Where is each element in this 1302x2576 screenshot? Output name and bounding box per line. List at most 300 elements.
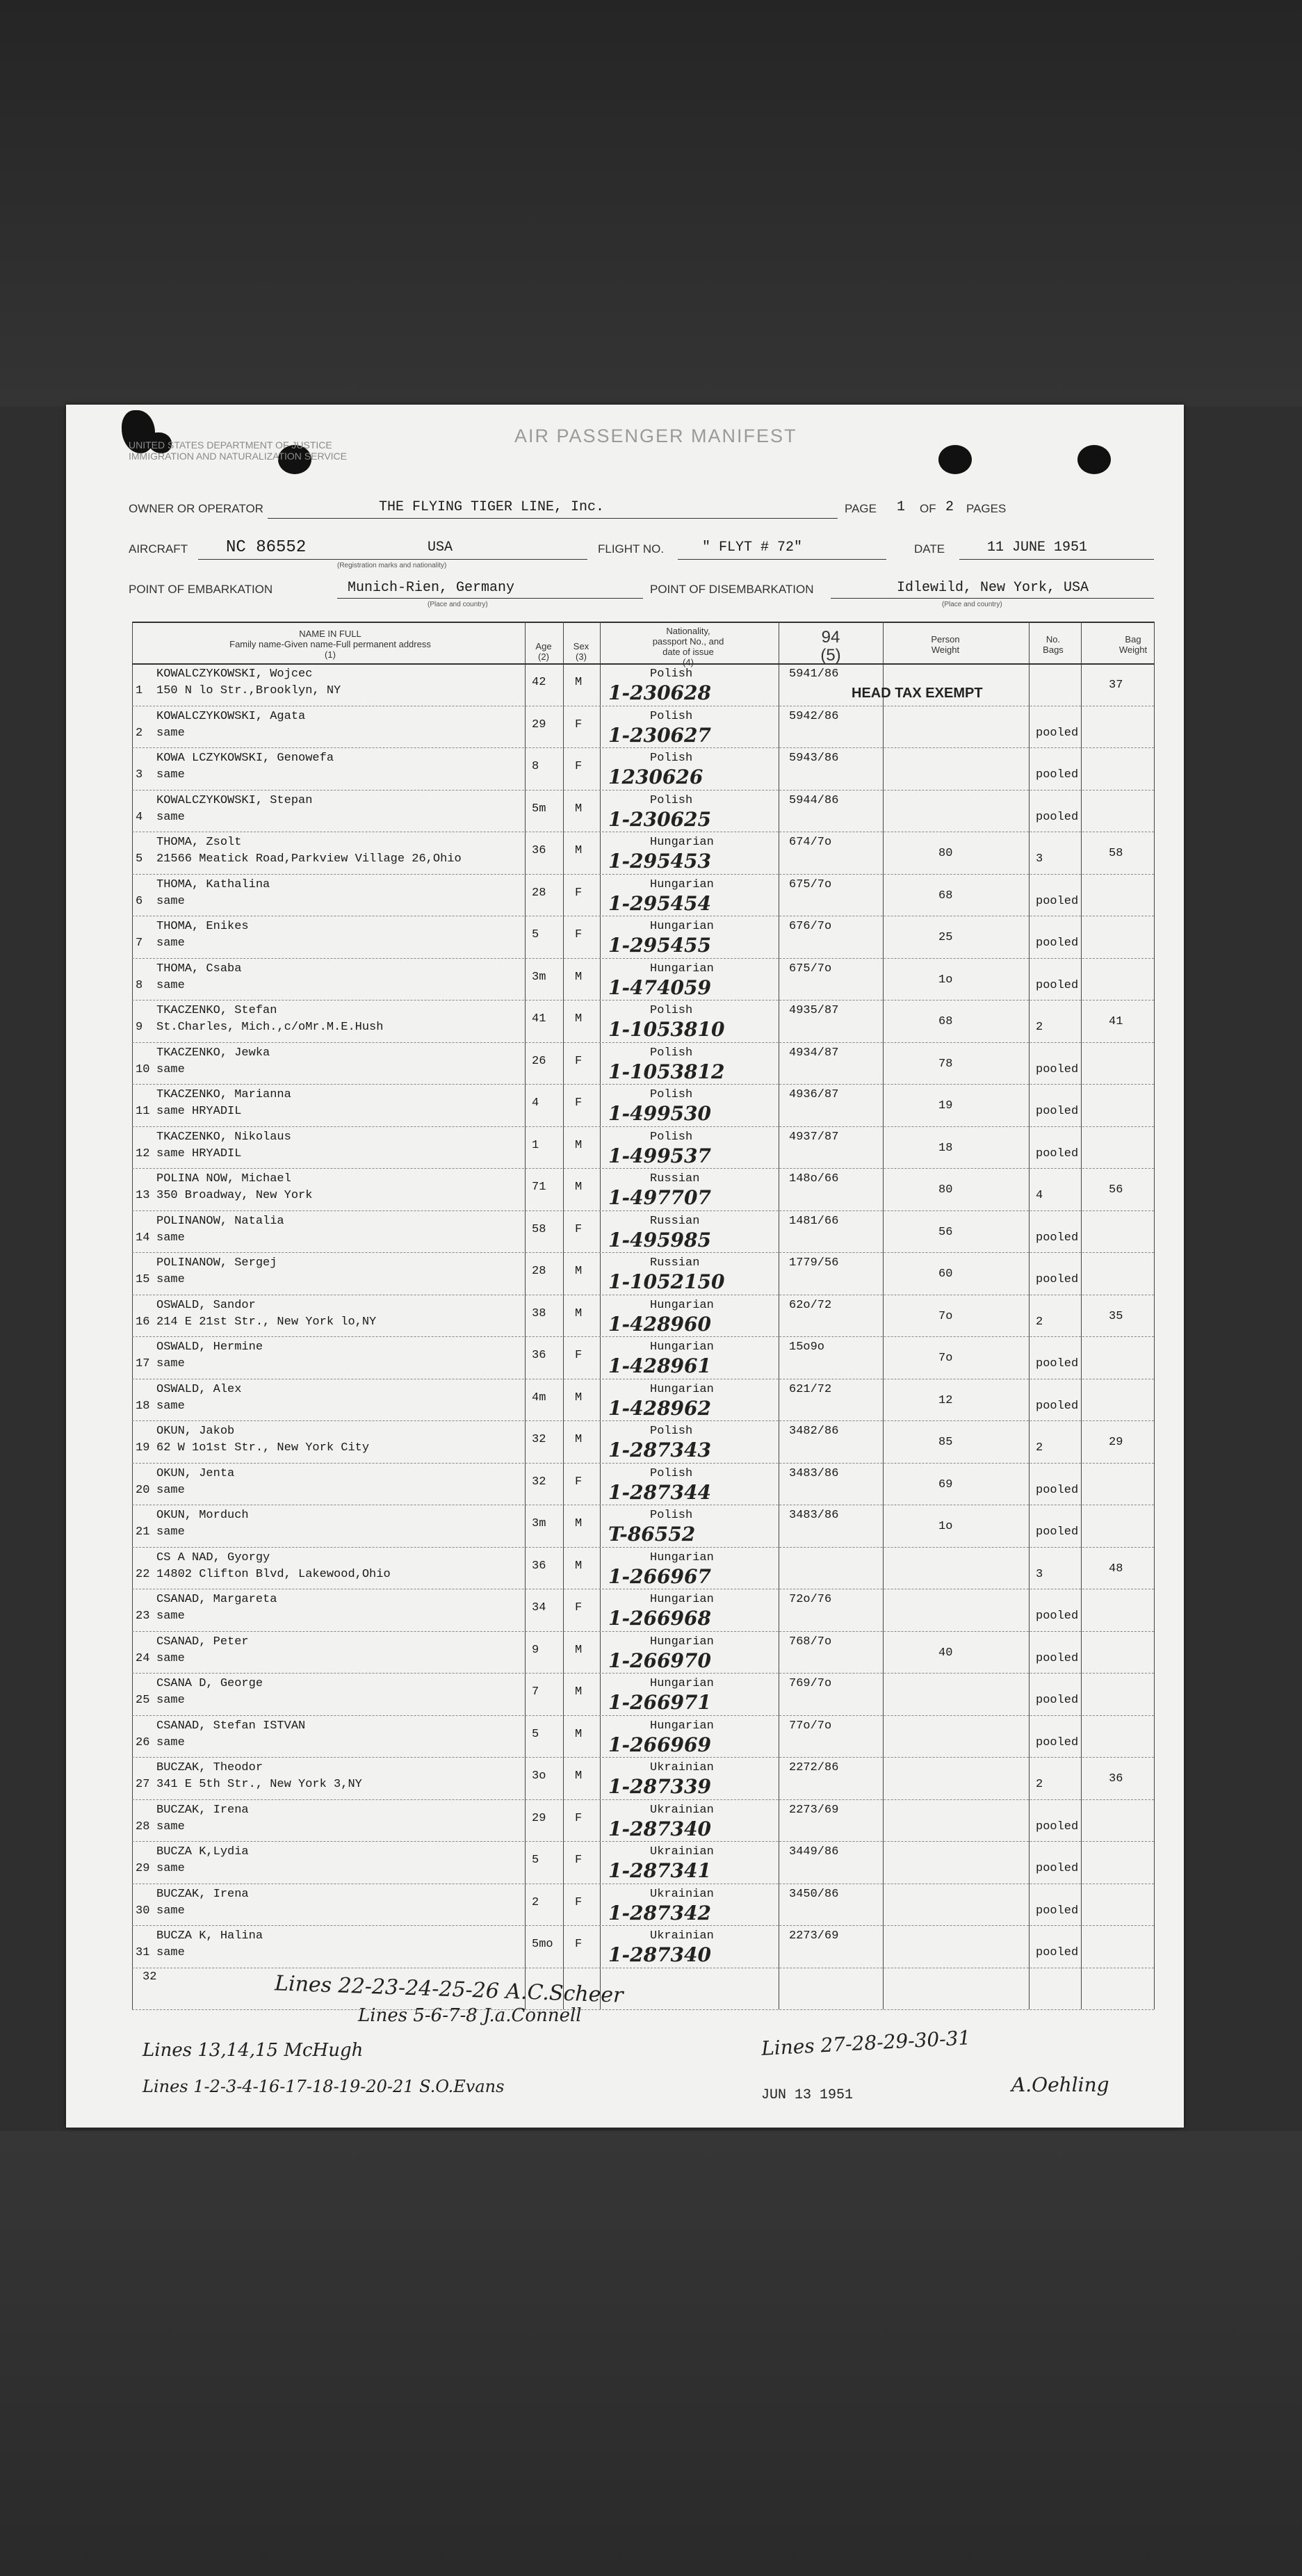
table-row-rule (132, 1042, 1154, 1043)
passenger-name: TKACZENKO, Stefan (156, 1004, 277, 1017)
bag-weight: 56 (1109, 1183, 1123, 1197)
table-row-rule (132, 1420, 1154, 1421)
passenger-name: POLINANOW, Sergej (156, 1256, 277, 1270)
passenger-sex: M (575, 1181, 583, 1194)
table-row-rule (132, 1000, 1154, 1001)
passenger-age: 41 (532, 1012, 546, 1026)
table-col-rule (563, 622, 564, 2009)
table-row-rule (132, 1336, 1154, 1337)
passenger-address: same (156, 1273, 185, 1286)
bag-count: pooled (1036, 1694, 1079, 1707)
passenger-address: same (156, 1694, 185, 1707)
row-number: 6 (136, 894, 143, 908)
table-row-rule (132, 747, 1154, 748)
passport-issue: 675/7o (789, 962, 832, 975)
passenger-age: 4 (532, 1096, 539, 1110)
passenger-nationality: Hungarian (650, 920, 714, 933)
passport-number-handwritten: 1-287340 (608, 1817, 711, 1840)
person-weight: 68 (938, 1015, 953, 1028)
passenger-address: same (156, 1483, 185, 1497)
passport-number-handwritten: 1-428960 (608, 1312, 711, 1336)
agency-line-2: IMMIGRATION AND NATURALIZATION SERVICE (129, 451, 347, 462)
bag-count: pooled (1036, 1904, 1079, 1918)
passenger-name: TKACZENKO, Nikolaus (156, 1130, 291, 1144)
passenger-nationality: Polish (650, 1088, 693, 1101)
embark-sub: (Place and country) (428, 601, 488, 608)
passenger-sex: M (575, 1769, 583, 1783)
row-number: 11 (136, 1105, 150, 1118)
bag-count: pooled (1036, 768, 1079, 781)
person-weight: 85 (938, 1436, 953, 1449)
aircraft-value: NC 86552 (226, 538, 307, 557)
bag-count: pooled (1036, 726, 1079, 740)
table-row-rule (132, 1757, 1154, 1758)
bag-count: pooled (1036, 1946, 1079, 1959)
row-number: 28 (136, 1820, 150, 1833)
passenger-sex: F (575, 1854, 583, 1867)
bag-count: pooled (1036, 1231, 1079, 1245)
passport-number-handwritten: 1-287344 (608, 1480, 711, 1504)
row-number: 9 (136, 1021, 143, 1034)
passenger-age: 3o (532, 1769, 546, 1783)
bag-count: 4 (1036, 1189, 1043, 1202)
table-row-rule (132, 1547, 1154, 1548)
bag-count: pooled (1036, 1105, 1079, 1118)
passport-issue: 5941/86 (789, 667, 839, 681)
passport-issue: 3483/86 (789, 1466, 839, 1480)
aircraft-label: AIRCRAFT (129, 542, 188, 556)
passenger-address: same (156, 726, 185, 740)
passenger-name: THOMA, Kathalina (156, 877, 270, 891)
embark-label: POINT OF EMBARKATION (129, 583, 273, 596)
passport-issue: 4936/87 (789, 1088, 839, 1101)
passenger-address: 150 N lo Str.,Brooklyn, NY (156, 684, 341, 697)
embark-value: Munich-Rien, Germany (348, 580, 515, 596)
passport-number-handwritten: 1230626 (608, 765, 703, 788)
flight-value: " FLYT # 72" (702, 540, 803, 556)
passport-issue: 769/7o (789, 1677, 832, 1690)
passport-issue: 2273/69 (789, 1803, 839, 1817)
passenger-age: 9 (532, 1643, 539, 1657)
footer-signature: A.Oehling (1011, 2073, 1109, 2096)
table-row-rule (132, 1463, 1154, 1464)
passport-number-handwritten: 1-428962 (608, 1396, 711, 1420)
col-header-sex (565, 641, 597, 662)
bag-count: pooled (1036, 937, 1079, 950)
row-number: 26 (136, 1735, 150, 1749)
passenger-age: 32 (532, 1433, 546, 1446)
passport-issue: 5942/86 (789, 709, 839, 723)
col-header-nationality (601, 626, 775, 667)
passenger-age: 3m (532, 970, 546, 984)
bag-count: 2 (1036, 1441, 1043, 1455)
table-row-rule (132, 1631, 1154, 1632)
passport-number-handwritten: 1-266967 (608, 1564, 711, 1588)
of-label: OF (920, 502, 936, 515)
passport-issue: 674/7o (789, 836, 832, 849)
bag-count: pooled (1036, 1273, 1079, 1286)
person-weight: 56 (938, 1225, 953, 1239)
passenger-sex: F (575, 1938, 583, 1951)
row-number: 10 (136, 1062, 150, 1076)
passenger-nationality: Hungarian (650, 877, 714, 891)
row-number: 20 (136, 1483, 150, 1497)
table-col-rule (132, 622, 133, 2009)
owner-label: OWNER OR OPERATOR (129, 502, 263, 515)
passport-number-handwritten: 1-474059 (608, 975, 711, 999)
pages-label: PAGES (966, 502, 1007, 515)
col-header-sex-text: Sex (3) (573, 641, 589, 662)
passenger-address: same (156, 1862, 185, 1875)
passenger-age: 7 (532, 1685, 539, 1699)
passport-number-handwritten: 1-428961 (608, 1354, 711, 1377)
table-row-rule (132, 663, 1154, 665)
passenger-nationality: Hungarian (650, 1635, 714, 1649)
row-32-number: 32 (143, 1970, 157, 1984)
row-number: 2 (136, 726, 143, 740)
passport-issue: 2273/69 (789, 1929, 839, 1943)
bag-count: pooled (1036, 1735, 1079, 1749)
passenger-sex: F (575, 718, 583, 731)
row-number: 15 (136, 1273, 150, 1286)
disembark-value: Idlewild, New York, USA (897, 580, 1089, 596)
passport-issue: 148o/66 (789, 1172, 839, 1185)
bag-count: pooled (1036, 1525, 1079, 1539)
footer-note-1: Lines 22-23-24-25-26 A.C.Scheer (274, 1971, 624, 2008)
passenger-name: THOMA, Enikes (156, 920, 249, 933)
passenger-name: THOMA, Csaba (156, 962, 242, 975)
passenger-nationality: Polish (650, 793, 693, 807)
aircraft-sub: (Registration marks and nationality) (337, 562, 447, 569)
passport-number-handwritten: 1-287341 (608, 1859, 711, 1882)
scan-background-top (0, 0, 1302, 407)
passport-number-handwritten: 1-1053812 (608, 1060, 725, 1083)
passport-number-handwritten: 1-495985 (608, 1228, 711, 1251)
passenger-address: same (156, 937, 185, 950)
passenger-name: BUCZA K,Lydia (156, 1845, 249, 1858)
passenger-address: 21566 Meatick Road,Parkview Village 26,Ohio (156, 852, 462, 866)
passenger-age: 34 (532, 1601, 546, 1614)
row-number: 13 (136, 1189, 150, 1202)
bag-count: 2 (1036, 1315, 1043, 1329)
row-number: 1 (136, 684, 143, 697)
passenger-sex: M (575, 970, 583, 984)
passport-issue: 1481/66 (789, 1214, 839, 1228)
passport-issue: 5943/86 (789, 752, 839, 765)
passenger-address: same (156, 1735, 185, 1749)
table-col-rule (525, 622, 526, 2009)
passenger-sex: F (575, 1349, 583, 1362)
bag-weight: 58 (1109, 847, 1123, 860)
passenger-age: 8 (532, 760, 539, 773)
table-row-rule (132, 790, 1154, 791)
passenger-age: 5 (532, 1854, 539, 1867)
passenger-nationality: Polish (650, 1130, 693, 1144)
passenger-age: 2 (532, 1895, 539, 1909)
row-number: 31 (136, 1946, 150, 1959)
passport-number-handwritten: 1-287339 (608, 1775, 711, 1798)
bag-weight: 29 (1109, 1436, 1123, 1449)
bag-weight: 41 (1109, 1015, 1123, 1028)
footer-note-3: Lines 13,14,15 McHugh (143, 2040, 364, 2061)
passenger-name: OKUN, Jenta (156, 1466, 235, 1480)
bag-count: pooled (1036, 1820, 1079, 1833)
passenger-age: 5m (532, 802, 546, 816)
passenger-age: 5mo (532, 1938, 553, 1951)
passenger-name: OSWALD, Hermine (156, 1340, 263, 1354)
passport-number-handwritten: T-86552 (608, 1523, 696, 1546)
passenger-nationality: Hungarian (650, 1298, 714, 1312)
bag-weight: 37 (1109, 679, 1123, 692)
passenger-age: 29 (532, 718, 546, 731)
passenger-name: OKUN, Jakob (156, 1425, 235, 1438)
table-row-rule (132, 1925, 1154, 1926)
passenger-age: 32 (532, 1475, 546, 1489)
person-weight: 25 (938, 931, 953, 944)
passenger-sex: M (575, 1643, 583, 1657)
col-header-weight (900, 634, 991, 655)
passenger-sex: F (575, 886, 583, 900)
bag-count: pooled (1036, 1147, 1079, 1160)
passenger-name: BUCZAK, Irena (156, 1887, 249, 1901)
table-col-rule (1154, 622, 1155, 2009)
passenger-address: St.Charles, Mich.,c/oMr.M.E.Hush (156, 1021, 384, 1034)
passenger-address: same (156, 1610, 185, 1623)
passport-issue: 5944/86 (789, 793, 839, 807)
bag-weight: 36 (1109, 1772, 1123, 1785)
passport-issue: 77o/7o (789, 1719, 832, 1733)
passenger-address: same (156, 978, 185, 992)
passenger-age: 29 (532, 1811, 546, 1825)
table-row-rule (132, 1715, 1154, 1716)
passenger-nationality: Hungarian (650, 1382, 714, 1396)
row-number: 27 (136, 1778, 150, 1791)
passport-number-handwritten: 1-287342 (608, 1901, 711, 1925)
passport-issue: 768/7o (789, 1635, 832, 1649)
col-header-bags (1032, 634, 1074, 655)
passenger-name: CSANAD, Peter (156, 1635, 249, 1649)
row-number: 18 (136, 1399, 150, 1413)
passenger-sex: M (575, 1138, 583, 1152)
passenger-sex: F (575, 1895, 583, 1909)
person-weight: 7o (938, 1352, 953, 1365)
col-header-5-text: 94 (5) (820, 628, 841, 665)
bag-count: 3 (1036, 1567, 1043, 1581)
table-row-rule (132, 1841, 1154, 1842)
table-row-rule (132, 2009, 1154, 2010)
passenger-sex: M (575, 1265, 583, 1278)
passport-number-handwritten: 1-295453 (608, 850, 711, 873)
manifest-sheet (66, 405, 1184, 2128)
passenger-sex: F (575, 1054, 583, 1068)
passport-issue: 15o9o (789, 1340, 825, 1354)
row-number: 23 (136, 1610, 150, 1623)
passport-number-handwritten: 1-295454 (608, 891, 711, 915)
passport-issue: 4934/87 (789, 1046, 839, 1060)
passenger-nationality: Russian (650, 1256, 700, 1270)
bag-count: pooled (1036, 1862, 1079, 1875)
disembark-label: POINT OF DISEMBARKATION (650, 583, 814, 596)
passenger-nationality: Polish (650, 1004, 693, 1017)
row-number: 16 (136, 1315, 150, 1329)
passenger-address: same HRYADIL (156, 1147, 242, 1160)
passenger-age: 26 (532, 1054, 546, 1068)
owner-value: THE FLYING TIGER LINE, Inc. (379, 499, 605, 515)
passenger-nationality: Hungarian (650, 1719, 714, 1733)
passport-number-handwritten: 1-230628 (608, 681, 711, 704)
table-row-rule (132, 1799, 1154, 1800)
passenger-name: BUCZA K, Halina (156, 1929, 263, 1943)
passport-issue: 1779/56 (789, 1256, 839, 1270)
passenger-nationality: Hungarian (650, 1677, 714, 1690)
row-number: 4 (136, 810, 143, 824)
passenger-name: OKUN, Morduch (156, 1509, 249, 1522)
passenger-sex: F (575, 1475, 583, 1489)
passenger-name: CS A NAD, Gyorgy (156, 1550, 270, 1564)
passenger-sex: F (575, 1222, 583, 1236)
passenger-nationality: Polish (650, 752, 693, 765)
bag-count: pooled (1036, 894, 1079, 908)
row-number: 5 (136, 852, 143, 866)
row-number: 14 (136, 1231, 150, 1245)
passenger-name: TKACZENKO, Marianna (156, 1088, 291, 1101)
row-number: 30 (136, 1904, 150, 1918)
row-number: 19 (136, 1441, 150, 1455)
page-value: 1 (897, 499, 906, 515)
row-number: 29 (136, 1862, 150, 1875)
passport-issue: 3449/86 (789, 1845, 839, 1858)
passenger-name: THOMA, Zsolt (156, 836, 242, 849)
passenger-age: 5 (532, 928, 539, 941)
passport-number-handwritten: 1-1052150 (608, 1270, 725, 1293)
passenger-age: 36 (532, 1349, 546, 1362)
passenger-sex: M (575, 1306, 583, 1320)
footer-note-4: Lines 1-2-3-4-16-17-18-19-20-21 S.O.Evans (143, 2077, 505, 2096)
passport-issue: 676/7o (789, 920, 832, 933)
passenger-name: POLINA NOW, Michael (156, 1172, 291, 1185)
passenger-nationality: Polish (650, 1509, 693, 1522)
passenger-nationality: Hungarian (650, 836, 714, 849)
passenger-age: 42 (532, 676, 546, 689)
passenger-address: same (156, 810, 185, 824)
passenger-address: same (156, 1820, 185, 1833)
table-row-rule (132, 1126, 1154, 1127)
col-header-bags-text: No. Bags (1043, 634, 1064, 655)
footer-note-5: Lines 27-28-29-30-31 (760, 2026, 972, 2060)
passenger-name: KOWALCZYKOWSKI, Wojcec (156, 667, 313, 681)
col-header-nationality-text: Nationality, passport No., and date of issue (4) (652, 626, 724, 667)
person-weight: 1o (938, 1520, 953, 1533)
person-weight: 19 (938, 1099, 953, 1112)
passenger-address: same (156, 1525, 185, 1539)
flight-label: FLIGHT NO. (598, 542, 665, 556)
passenger-name: TKACZENKO, Jewka (156, 1046, 270, 1060)
passenger-table (66, 405, 1184, 2128)
passenger-name: OSWALD, Alex (156, 1382, 242, 1396)
passport-number-handwritten: 1-287340 (608, 1943, 711, 1966)
table-col-rule (600, 622, 601, 2009)
bag-count: 2 (1036, 1778, 1043, 1791)
col-header-age-text: Age (2) (535, 641, 552, 662)
row-number: 25 (136, 1694, 150, 1707)
passenger-sex: F (575, 1601, 583, 1614)
passenger-age: 71 (532, 1181, 546, 1194)
passenger-address: same HRYADIL (156, 1105, 242, 1118)
passenger-nationality: Hungarian (650, 1340, 714, 1354)
table-col-rule (883, 622, 884, 2009)
passenger-address: same (156, 1231, 185, 1245)
table-col-rule (1081, 622, 1082, 2009)
passport-issue: 62o/72 (789, 1298, 832, 1312)
passenger-age: 38 (532, 1306, 546, 1320)
aircraft-country: USA (428, 540, 453, 556)
passenger-name: KOWALCZYKOWSKI, Agata (156, 709, 306, 723)
col-header-name-text: NAME IN FULL Family name-Given name-Full permanent address (1) (229, 629, 431, 660)
passenger-address: 214 E 21st Str., New York lo,NY (156, 1315, 377, 1329)
person-weight: 78 (938, 1057, 953, 1071)
passport-number-handwritten: 1-497707 (608, 1186, 711, 1209)
passenger-nationality: Ukrainian (650, 1803, 714, 1817)
passenger-nationality: Polish (650, 709, 693, 723)
scan-background-bottom (0, 2131, 1302, 2576)
row-number: 24 (136, 1651, 150, 1665)
date-value: 11 JUNE 1951 (987, 540, 1088, 556)
passport-number-handwritten: 1-499537 (608, 1144, 711, 1167)
passenger-sex: M (575, 802, 583, 816)
passport-number-handwritten: 1-266970 (608, 1649, 711, 1672)
passenger-age: 36 (532, 844, 546, 857)
passenger-sex: M (575, 1012, 583, 1026)
passenger-name: KOWALCZYKOWSKI, Stepan (156, 793, 313, 807)
passenger-name: BUCZAK, Irena (156, 1803, 249, 1817)
person-weight: 40 (938, 1646, 953, 1660)
person-weight: 18 (938, 1141, 953, 1155)
passenger-name: POLINANOW, Natalia (156, 1214, 284, 1228)
form-title: AIR PASSENGER MANIFEST (514, 426, 797, 446)
bag-count: pooled (1036, 1651, 1079, 1665)
bag-count: 3 (1036, 852, 1043, 866)
passenger-nationality: Hungarian (650, 1550, 714, 1564)
passport-number-handwritten: 1-266969 (608, 1733, 711, 1756)
passenger-sex: M (575, 1391, 583, 1404)
passenger-nationality: Hungarian (650, 1593, 714, 1606)
person-weight: 68 (938, 889, 953, 902)
passenger-sex: M (575, 1727, 583, 1741)
passenger-sex: M (575, 1685, 583, 1699)
passenger-address: same (156, 1062, 185, 1076)
passenger-address: 14802 Clifton Blvd, Lakewood,Ohio (156, 1567, 391, 1581)
passport-number-handwritten: 1-266968 (608, 1607, 711, 1630)
passenger-nationality: Ukrainian (650, 1929, 714, 1943)
passenger-address: 350 Broadway, New York (156, 1189, 313, 1202)
page-label: PAGE (845, 502, 877, 515)
passenger-address: same (156, 894, 185, 908)
table-top-rule (132, 622, 1154, 623)
passenger-age: 3m (532, 1517, 546, 1530)
passenger-name: CSANA D, George (156, 1677, 263, 1690)
bag-count: pooled (1036, 1610, 1079, 1623)
row-number: 7 (136, 937, 143, 950)
passenger-name: CSANAD, Stefan ISTVAN (156, 1719, 306, 1733)
person-weight: 80 (938, 847, 953, 860)
bag-count: pooled (1036, 1062, 1079, 1076)
row-number: 22 (136, 1567, 150, 1581)
passenger-sex: M (575, 1433, 583, 1446)
passenger-nationality: Russian (650, 1214, 700, 1228)
person-weight: 80 (938, 1183, 953, 1197)
passport-number-handwritten: 1-287343 (608, 1439, 711, 1461)
col-header-name (156, 629, 504, 660)
